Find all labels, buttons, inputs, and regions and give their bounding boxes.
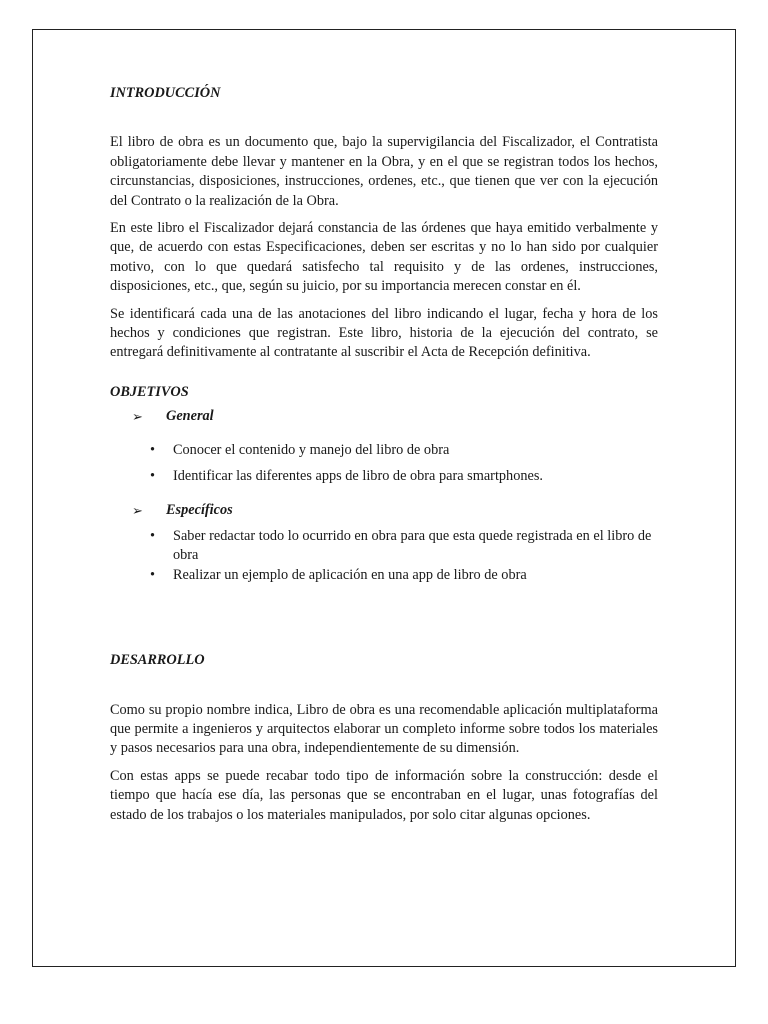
general-list	[110, 441, 658, 487]
general-subheading	[132, 407, 658, 426]
intro-heading: INTRODUCCIÓN	[110, 85, 221, 101]
bullet-icon: •	[150, 566, 156, 583]
bullet-icon: •	[150, 468, 156, 485]
general-label: General	[166, 408, 214, 425]
especificos-label: Específicos	[166, 501, 233, 518]
bullet-icon: •	[150, 441, 156, 458]
list-item	[110, 441, 658, 460]
desarrollo-heading: DESARROLLO	[110, 652, 205, 669]
arrow-bullet-icon: ➢	[132, 502, 143, 518]
objetivos-heading: OBJETIVOS	[110, 383, 189, 400]
list-item	[110, 527, 658, 566]
arrow-bullet-icon: ➢	[132, 409, 143, 425]
intro-paragraph-2: En este libro el Fiscalizador dejará constancia de las órdenes que haya emitido verbalmente y que, de acuerdo con estas Especificaciones, deben ser escritas y no lo han sido por cualquier motivo, con lo que quedará satisfecho tal requisito y de las ordenes, instrucciones, disposiciones, etc., que, según su juicio, por su importancia merecen constar en él.	[110, 220, 658, 295]
intro-paragraph-3: Se identificará cada una de las anotaciones del libro indicando el lugar, fecha y hora de los hechos y condiciones que registran. Este libro, historia de la ejecución del contrato, se entregará definitivamente al contratante al suscribir el Acta de Recepción definitiva.	[110, 305, 658, 361]
list-item	[110, 566, 658, 585]
bullet-icon: •	[150, 527, 156, 544]
especificos-item-2: Realizar un ejemplo de aplicación en una app de libro de obra	[173, 566, 527, 583]
especificos-item-1: Saber redactar todo lo ocurrido en obra para que esta quede registrada en el libro de obra	[173, 527, 652, 564]
especificos-subheading	[132, 501, 658, 520]
general-item-1: Conocer el contenido y manejo del libro de obra	[173, 441, 450, 458]
intro-paragraph-1: El libro de obra es un documento que, bajo la supervigilancia del Fiscalizador, el Contratista obligatoriamente debe llevar y mantener en la Obra, y en el que se registran todos los hechos, circunstancias, disposiciones, instrucciones, ordenes, etc., que tienen que ver con la ejecución del Contrato o la realización de la Obra.	[110, 134, 658, 209]
desarrollo-paragraph-2: Con estas apps se puede recabar todo tipo de información sobre la construcción: desde el tiempo que hacía ese día, las personas que se encontraban en el lugar, unas fotografías del estado de los trabajos o los materiales manipulados, por solo citar algunas opciones.	[110, 767, 658, 823]
especificos-list	[110, 527, 658, 585]
general-item-2: Identificar las diferentes apps de libro de obra para smartphones.	[173, 468, 543, 485]
document-body	[110, 84, 658, 833]
list-item	[110, 467, 658, 486]
desarrollo-paragraph-1: Como su propio nombre indica, Libro de obra es una recomendable aplicación multiplataforma que permite a ingenieros y arquitectos elaborar un completo informe sobre todos los materiales y pasos necesarios para una obra, independientemente de su dimensión.	[110, 701, 658, 757]
